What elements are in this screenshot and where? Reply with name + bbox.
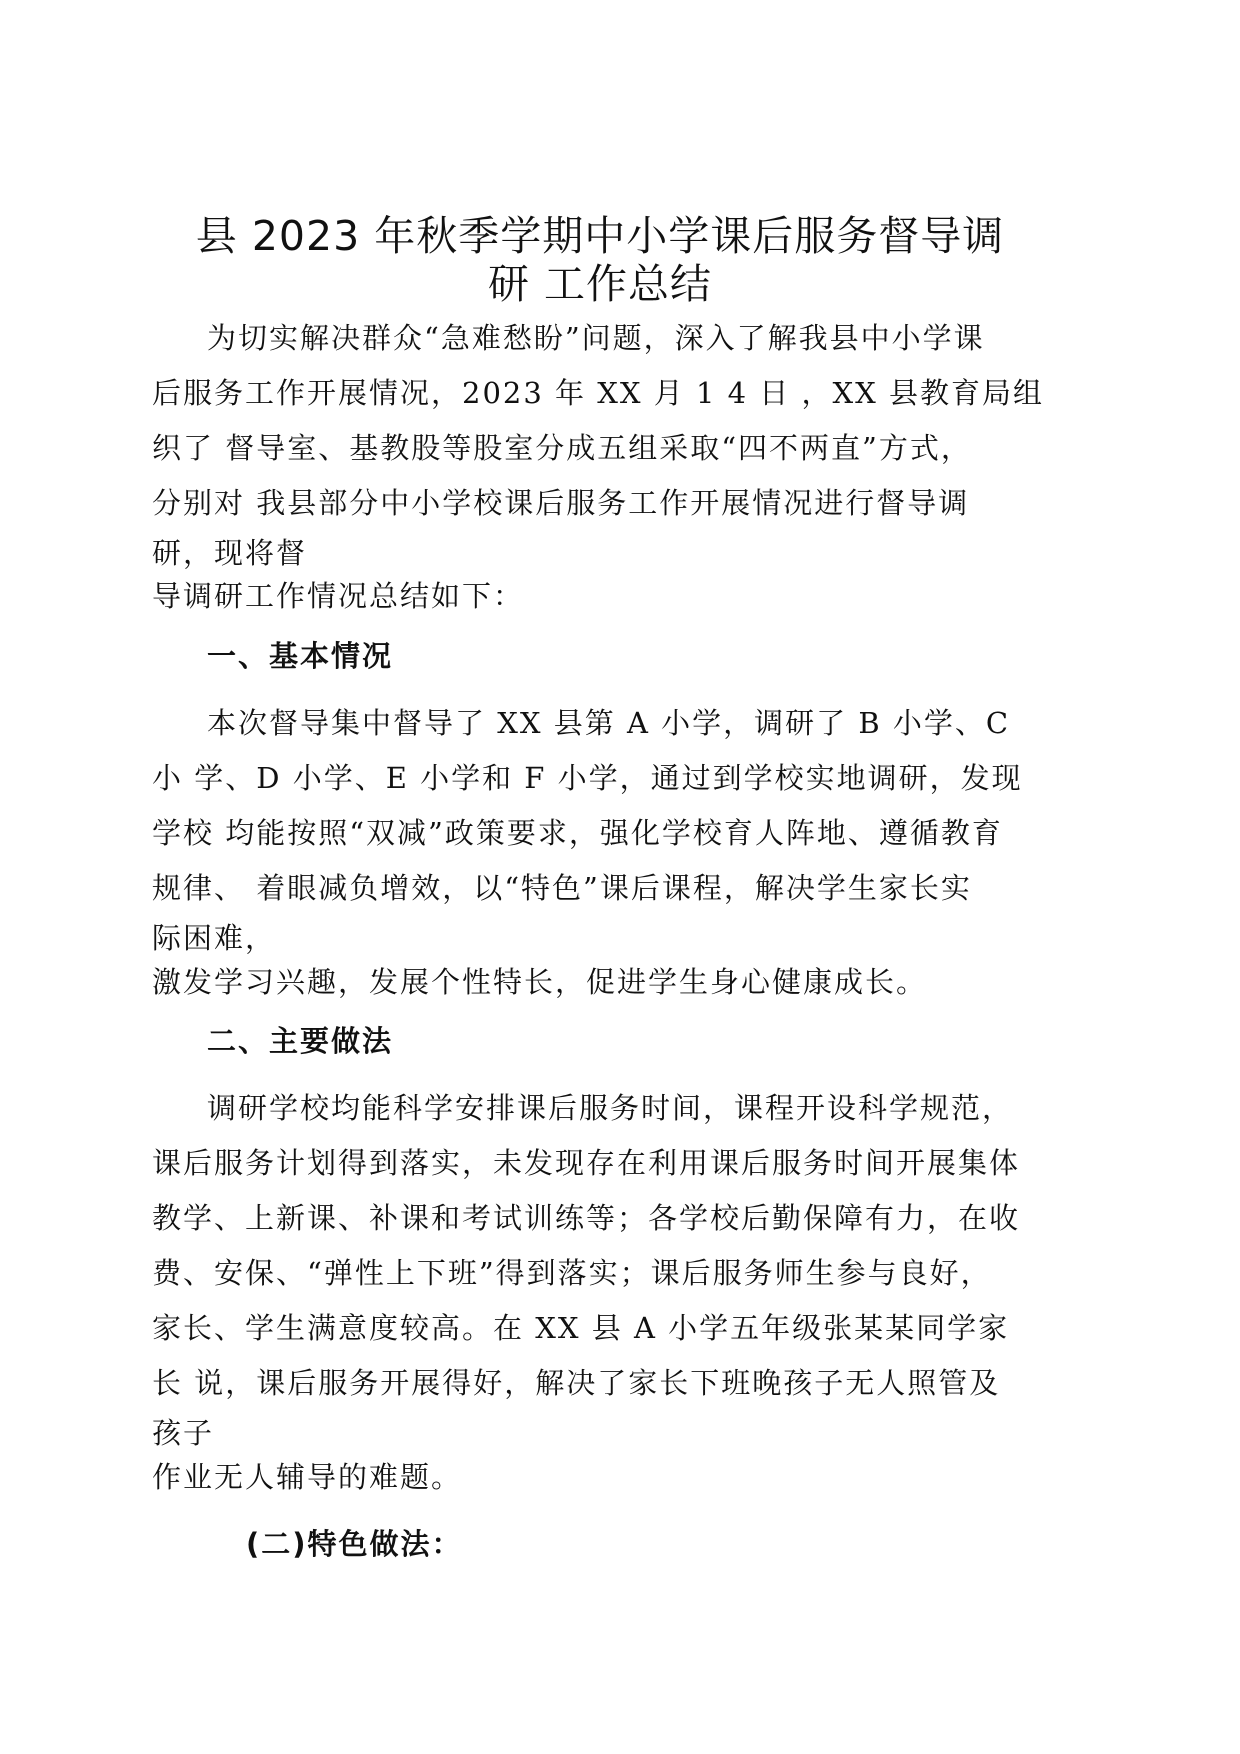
subsection-heading-features: (二)特色做法：	[246, 1527, 463, 1561]
section2-line: 长 说，课后服务开展得好，解决了家长下班晚孩子无人照管及	[152, 1366, 1001, 1400]
section2-line: 费、安保、“弹性上下班”得到落实；课后服务师生参与良好，	[152, 1256, 992, 1290]
section2-line: 作业无人辅导的难题。	[152, 1460, 463, 1494]
intro-line: 为切实解决群众“急难愁盼”问题，深入了解我县中小学课	[207, 321, 985, 355]
section2-line: 家长、学生满意度较高。在 XX 县 A 小学五年级张某某同学家	[152, 1311, 1010, 1345]
document-title-line-1: 县 2023 年秋季学期中小学课后服务督导调	[195, 212, 1005, 260]
section2-line: 课后服务计划得到落实，未发现存在利用课后服务时间开展集体	[152, 1146, 1021, 1180]
section1-line: 学校 均能按照“双减”政策要求，强化学校育人阵地、遵循教育	[152, 816, 1003, 850]
section1-line: 际困难，	[152, 921, 277, 955]
section2-line: 教学、上新课、补课和考试训练等；各学校后勤保障有力，在收	[152, 1201, 1021, 1235]
intro-line: 后服务工作开展情况，2023 年 XX 月 1 4 日 ，XX 县教育局组	[152, 376, 1045, 410]
section-heading-basic: 一、基本情况	[207, 639, 394, 673]
intro-line: 织了 督导室、基教股等股室分成五组采取“四不两直”方式，	[152, 431, 972, 465]
intro-line: 分别对 我县部分中小学校课后服务工作开展情况进行督导调	[152, 486, 970, 520]
section1-line: 小 学、D 小学、E 小学和 F 小学，通过到学校实地调研，发现	[152, 761, 1023, 795]
section-heading-practices: 二、主要做法	[207, 1024, 394, 1058]
intro-line: 导调研工作情况总结如下：	[152, 579, 525, 613]
document-title-line-2: 研 工作总结	[487, 260, 713, 308]
section1-line: 本次督导集中督导了 XX 县第 A 小学，调研了 B 小学、C	[207, 706, 1011, 740]
intro-line: 研，现将督	[152, 536, 308, 570]
section1-line: 激发学习兴趣，发展个性特长，促进学生身心健康成长。	[152, 965, 928, 999]
section1-line: 规律、 着眼减负增效，以“特色”课后课程，解决学生家长实	[152, 871, 972, 905]
section2-line: 孩子	[152, 1416, 215, 1450]
section2-line: 调研学校均能科学安排课后服务时间，课程开设科学规范，	[207, 1091, 1014, 1125]
